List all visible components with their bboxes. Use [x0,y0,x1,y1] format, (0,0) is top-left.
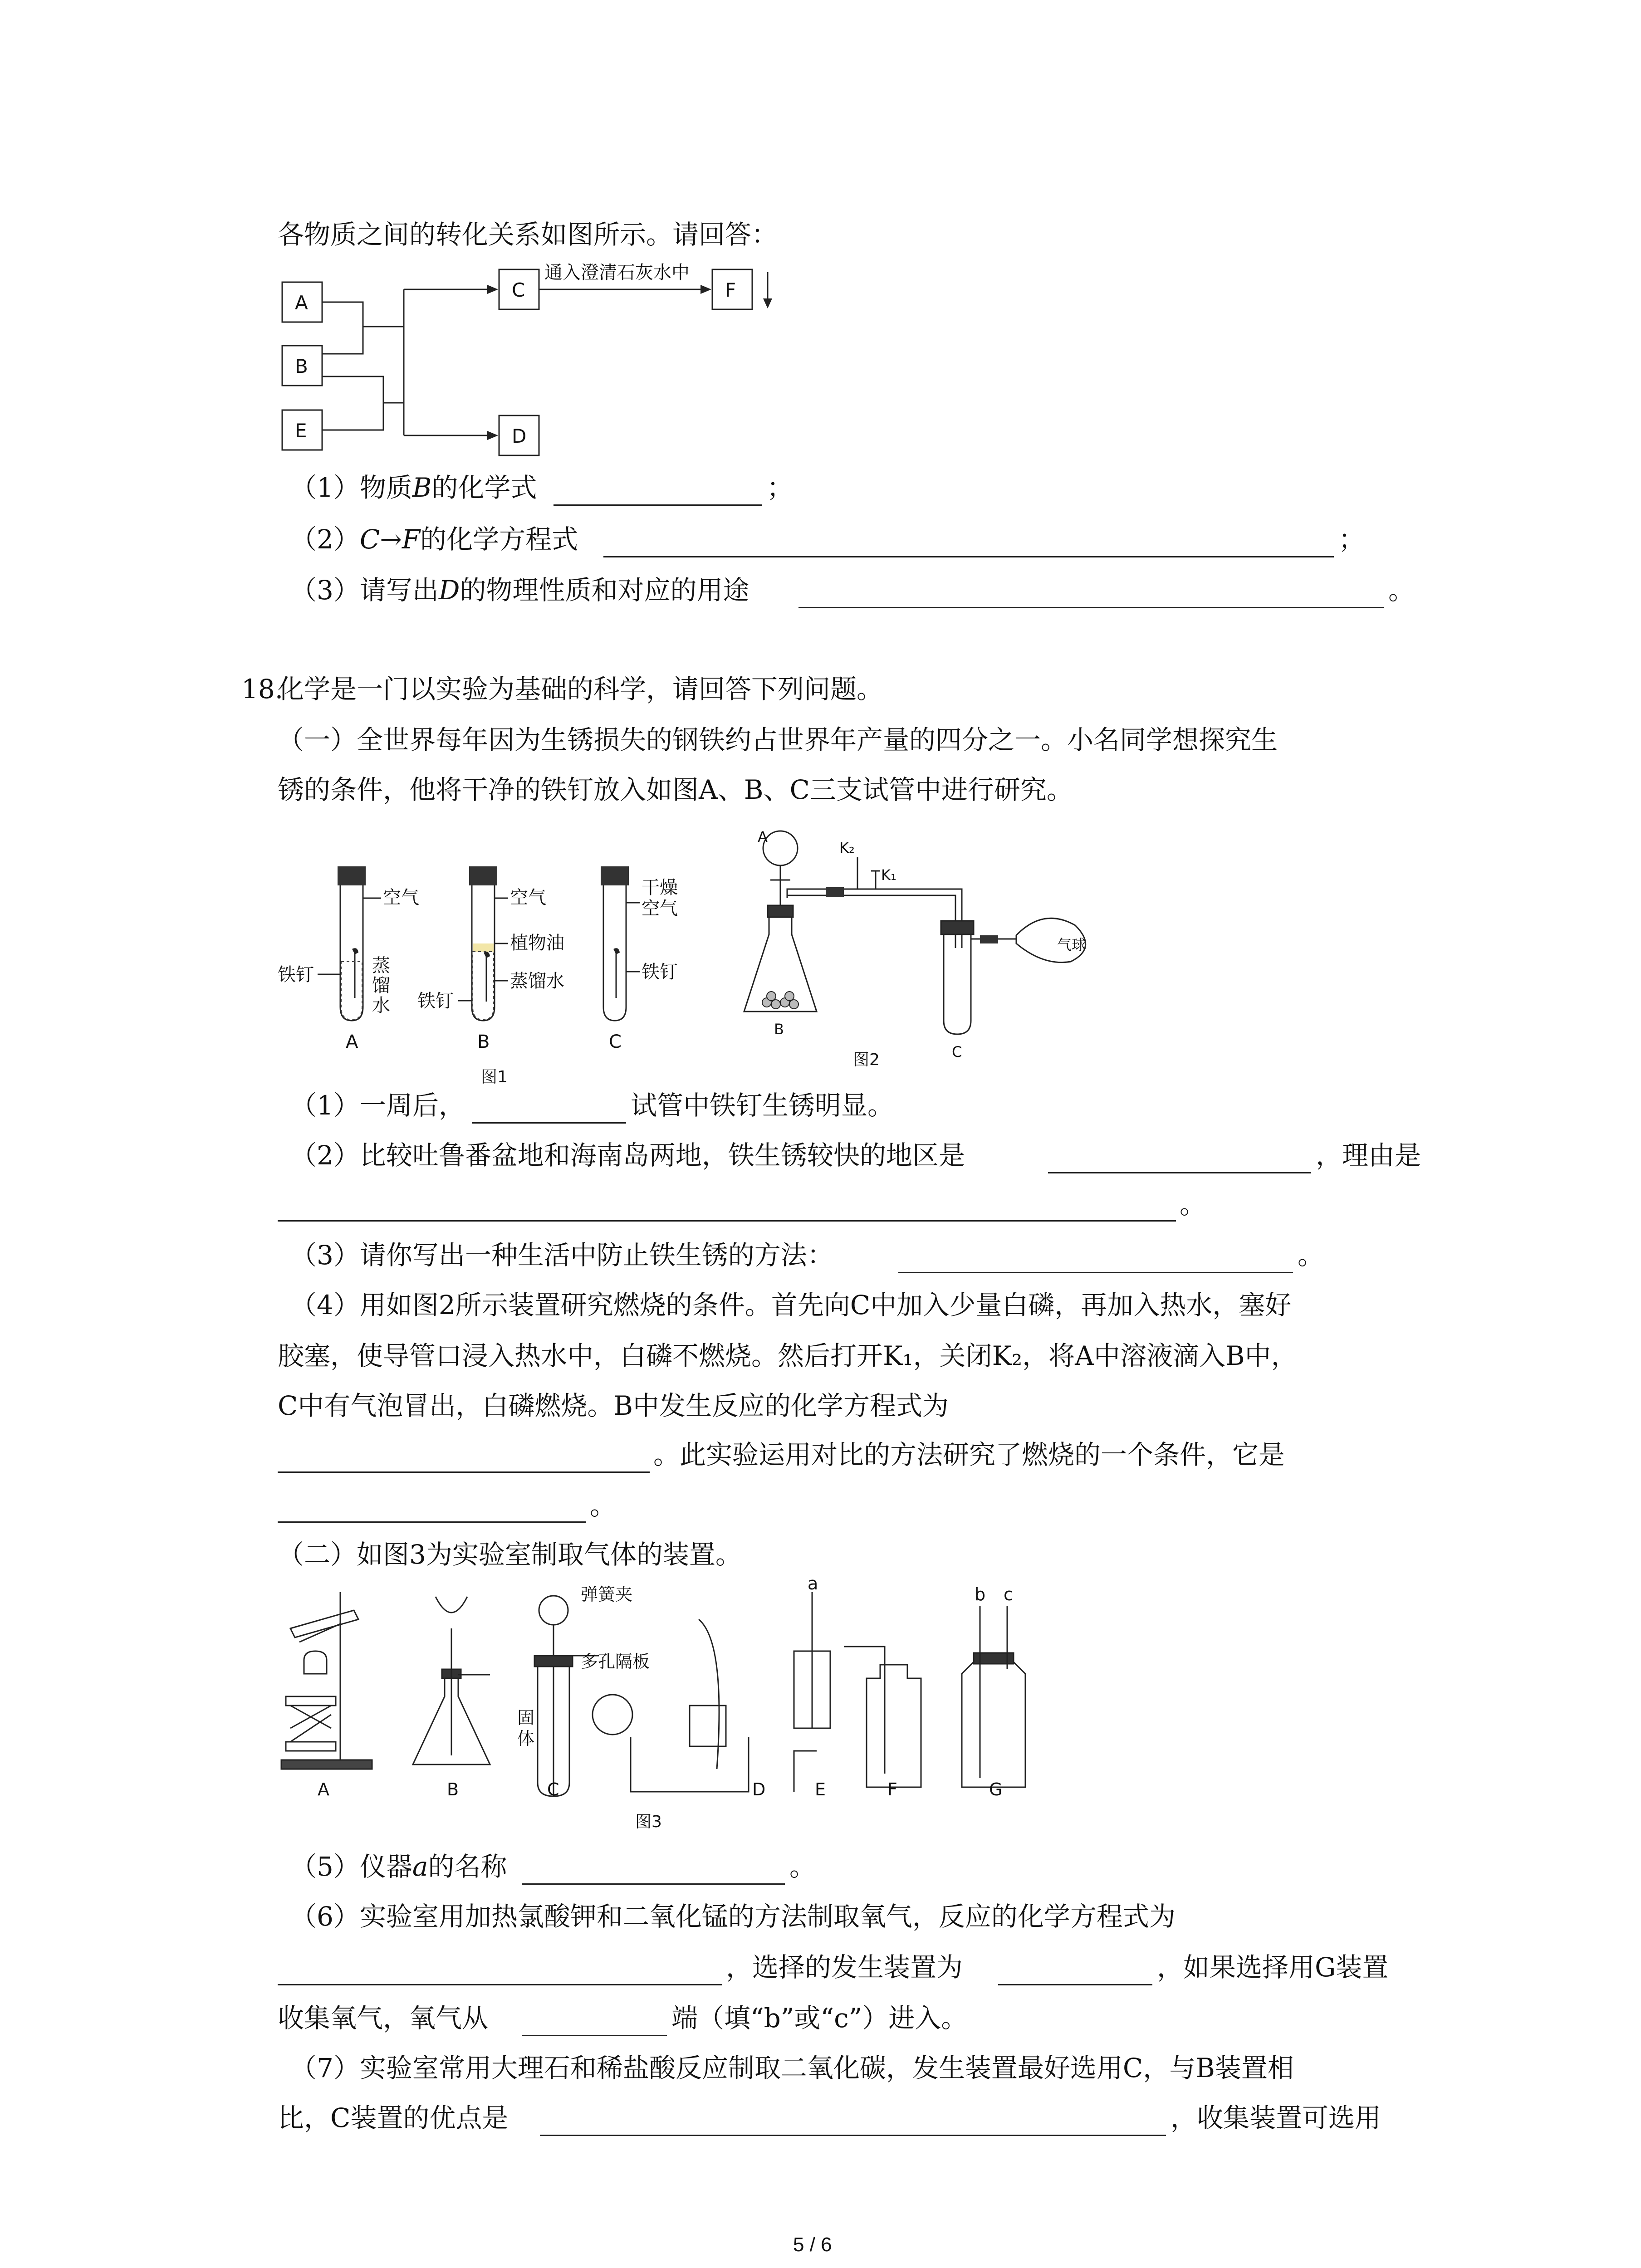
q18-2-blank-region[interactable] [1048,1172,1311,1173]
q18-part1-line2: 锈的条件，他将干净的铁钉放入如图A、B、C三支试管中进行研究。 [278,774,1073,805]
q17-3-end: 。 [1388,575,1415,606]
q18-1-post: 试管中铁钉生锈明显。 [631,1090,894,1121]
figure-1-test-tubes [272,853,726,1089]
q18-3: （3）请你写出一种生活中防止铁生锈的方法： [290,1240,833,1271]
q17-2-end: ； [1338,524,1365,555]
flow-box-b: B [295,355,308,377]
q18-4-line4: 。此实验运用对比的方法研究了燃烧的一个条件，它是 [653,1439,1285,1470]
q18-1-blank[interactable] [472,1122,626,1124]
fig1-water-a3: 水 [372,995,390,1016]
fig1-distilled-b: 蒸馏水 [510,971,564,992]
flow-box-a: A [295,292,308,314]
q18-6-blank-end[interactable] [522,2035,667,2036]
q18-number: 18. [241,674,284,704]
fig1-label-a: A [346,1031,358,1052]
fig1-nail-c: 铁钉 [642,962,678,982]
fig1-water-a1: 蒸 [372,955,390,976]
fig2-label-k1: K₁ [881,866,896,884]
intro-line: 各物质之间的转化关系如图所示。请回答： [278,219,778,250]
fig1-dry-c1: 干燥 [642,877,678,898]
q18-3-blank[interactable] [898,1272,1293,1273]
q18-1: （1）一周后， [290,1090,465,1121]
flow-box-e: E [295,420,307,442]
q18-6-mid2: ，如果选择用G装置 [1157,1952,1389,1983]
fig3-solid1: 固 [517,1708,535,1728]
fig1-nail-a: 铁钉 [278,964,314,985]
q18-part1-line1: （一）全世界每年因为生锈损失的钢铁约占世界年产量的四分之一。小名同学想探究生 [278,724,1278,755]
fig3-label-A: A [318,1779,329,1799]
figure-2-combustion-apparatus [726,816,1134,1070]
q18-6-line3a: 收集氧气，氧气从 [278,2003,489,2033]
fig1-air-b: 空气 [510,887,546,908]
q17-1: （1）物质B的化学式 [290,472,537,503]
q17-1-end: ； [767,472,794,503]
fig1-dry-c2: 空气 [642,898,678,919]
flow-box-d: D [512,425,527,447]
fig3-label-C: C [547,1779,559,1799]
fig2-balloon: 气球 [1057,936,1087,953]
q18-4-blank-equation[interactable] [278,1471,650,1473]
fig3-plate: 多孔隔板 [581,1652,650,1672]
q17-2: （2）C→F的化学方程式 [290,524,578,555]
q18-5-blank[interactable] [522,1883,785,1885]
fig1-air-a: 空气 [383,887,419,908]
flow-arrow-text: 通入澄清石灰水中 [544,262,690,283]
q18-2-mid: ，理由是 [1316,1140,1421,1171]
fig1-label-b: B [477,1031,490,1052]
fig1-nail-b: 铁钉 [417,991,454,1012]
q17-3-blank[interactable] [798,607,1384,608]
fig3-a-small: a [808,1579,818,1593]
q18-2-end: 。 [1180,1189,1206,1220]
q18-part2: （二）如图3为实验室制取气体的装置。 [278,1539,742,1570]
q18-6-line3b: 端（填“b”或“c”）进入。 [671,2003,968,2033]
q18-7-blank-advantage[interactable] [540,2135,1166,2136]
q18-2-blank-reason[interactable] [278,1220,1176,1222]
q18-4-end: 。 [590,1490,617,1521]
fig3-label-B: B [447,1779,459,1799]
q18-4-line1: （4）用如图2所示装置研究燃烧的条件。首先向C中加入少量白磷，再加入热水，塞好 [290,1290,1292,1320]
q18-2: （2）比较吐鲁番盆地和海南岛两地，铁生锈较快的地区是 [290,1140,965,1171]
q17-1-blank[interactable] [554,504,762,506]
fig1-water-a2: 馏 [372,975,390,996]
fig3-label-G: G [989,1779,1003,1799]
q18-5: （5）仪器a的名称 [290,1851,507,1882]
fig2-label-a: A [758,828,768,846]
flow-box-c: C [512,279,525,301]
fig3-b-small: b [975,1584,986,1604]
fig1-label-c: C [609,1031,622,1052]
fig3-c-small: c [1004,1584,1013,1604]
fig2-label-b: B [774,1021,784,1038]
fig1-caption: 图1 [481,1068,508,1086]
fig1-oil-b: 植物油 [510,933,564,953]
fig3-label-D: D [752,1779,766,1799]
fig2-caption: 图2 [853,1051,880,1069]
q18-7-line1: （7）实验室常用大理石和稀盐酸反应制取二氧化碳，发生装置最好选用C，与B装置相 [290,2053,1294,2083]
q18-5-end: 。 [789,1851,816,1882]
q18-4-blank-condition[interactable] [278,1521,586,1523]
fig3-label-F: F [887,1779,897,1799]
flow-box-f: F [725,279,736,301]
q18-title: 化学是一门以实验为基础的科学，请回答下列问题。 [278,674,883,704]
q18-6-mid1: ，选择的发生装置为 [726,1952,963,1983]
fig3-clip: 弹簧夹 [581,1584,633,1604]
fig3-solid2: 体 [517,1729,535,1749]
q18-6-blank-equation[interactable] [278,1984,722,1985]
fig3-caption: 图3 [635,1813,662,1831]
fig2-label-c: C [952,1043,962,1061]
q18-7-line2a: 比，C装置的优点是 [278,2102,509,2133]
conversion-flow-diagram [272,259,817,467]
q18-4-line3: C中有气泡冒出，白磷燃烧。B中发生反应的化学方程式为 [278,1390,949,1421]
q18-6-blank-device[interactable] [998,1984,1152,1985]
q18-6-line1: （6）实验室用加热氯酸钾和二氧化锰的方法制取氧气，反应的化学方程式为 [290,1901,1176,1932]
q18-7-line2b: ，收集装置可选用 [1171,2102,1381,2133]
fig3-label-E: E [815,1779,826,1799]
fig2-label-k2: K₂ [839,839,855,856]
q18-4-line2: 胶塞，使导管口浸入热水中，白磷不燃烧。然后打开K₁，关闭K₂，将A中溶液滴入B中， [278,1340,1298,1371]
q17-2-blank[interactable] [603,556,1334,557]
page-number: 5 / 6 [793,2234,832,2256]
q17-3: （3）请写出D的物理性质和对应的用途 [290,575,749,606]
figure-3-gas-apparatus [272,1579,1098,1833]
q18-3-end: 。 [1298,1240,1324,1271]
